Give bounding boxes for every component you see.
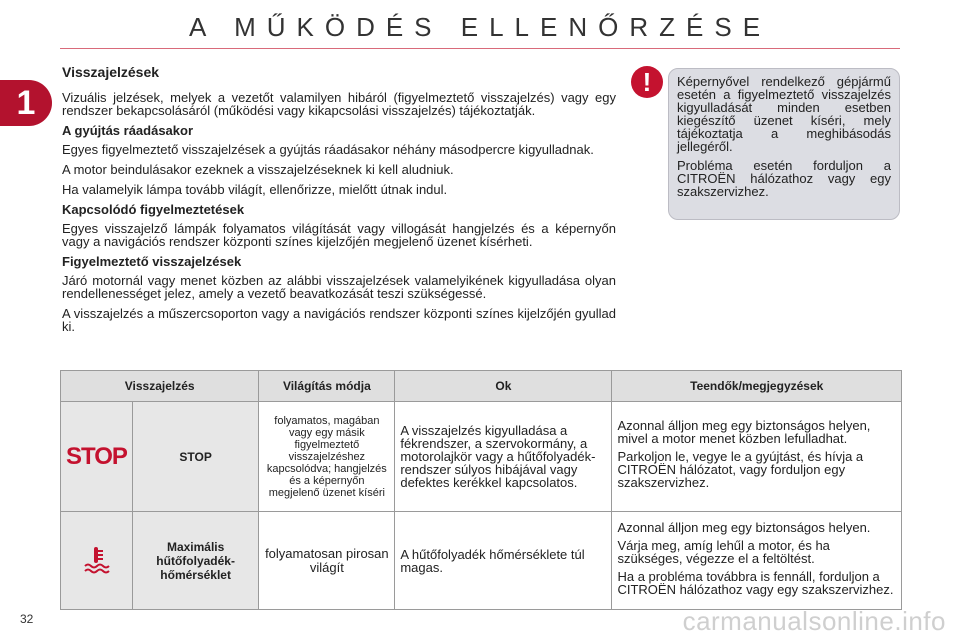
table-row xyxy=(61,402,902,512)
action-text: Azonnal álljon meg egy biztonságos helyen, mivel a motor menet közben lefulladhat. xyxy=(617,418,871,446)
action-text: Azonnal álljon meg egy biztonságos helyen. xyxy=(617,519,871,535)
column-header: Ok xyxy=(395,371,612,402)
subheading-related-warnings: Kapcsolódó figyelmeztetések xyxy=(62,202,245,217)
table-header-row xyxy=(61,371,902,402)
stop-icon-text: STOP xyxy=(66,442,127,470)
paragraph: A motor beindulásakor ezeknek a visszajelzéseknek ki kell aludniuk. xyxy=(62,162,454,177)
watermark: carmanualsonline.info xyxy=(682,606,946,636)
paragraph: A visszajelzés a műszercsoporton vagy a navigációs rendszer központi színes kijelzőjén gyullad ki. xyxy=(62,306,616,334)
paragraph: Egyes visszajelző lámpák folyamatos világítását vagy villogását hangjelzés és a képernyőn vagy a navigációs rendszer központi színes kijelzőjén megjelenő üzenet kísérheti. xyxy=(62,221,616,249)
subheading-ignition: A gyújtás ráadásakor xyxy=(62,123,194,138)
lighting-mode: folyamatosan pirosan világít xyxy=(259,512,395,610)
page-title: A MŰKÖDÉS ELLENŐRZÉSE xyxy=(188,12,772,42)
action-cell xyxy=(612,402,902,512)
column-header: Világítás módja xyxy=(259,371,395,402)
coolant-temperature-icon xyxy=(61,512,133,610)
action-text: Ha a probléma továbbra is fennáll, forduljon a CITROËN hálózathoz vagy egy szakszervizhez. xyxy=(617,568,894,597)
cause-cell: A hűtőfolyadék hőmérséklete túl magas. xyxy=(395,512,612,610)
chapter-tab: 1 xyxy=(0,80,52,126)
subheading-warning-lamps: Figyelmeztető visszajelzések xyxy=(62,254,242,269)
intro-paragraph: Vizuális jelzések, melyek a vezetőt valamilyen hibáról (figyelmeztető visszajelzés) vagy egy rendszer bekapcsolásáról (működési vagy kikapcsolási visszajelzés) tájékoztatják. xyxy=(62,90,616,118)
note-paragraph: Képernyővel rendelkező gépjármű esetén a figyelmeztető visszajelzés kigyulladását minden esetben kiegészítő üzenet kíséri, mely tájékoztatja a meghibásodás jellegéről. xyxy=(677,74,891,154)
note-box xyxy=(668,68,900,220)
paragraph: Egyes figyelmeztető visszajelzések a gyújtás ráadásakor néhány másodpercre kigyulladnak. xyxy=(62,142,594,157)
lighting-mode: folyamatos, magában vagy egy másik figyelmeztető visszajelzéshez kapcsolódva; hangjelzés és a képernyőn megjelenő üzenet kíséri xyxy=(259,402,395,512)
note-paragraph: Probléma esetén forduljon a CITROËN hálózathoz vagy egy szakszervizhez. xyxy=(677,158,891,199)
cause-cell: A visszajelzés kigyulladása a fékrendszer, a szervokormány, a motorolajkör vagy a hűtőfolyadék-rendszer súlyos hibájával vagy defektes kerékkel kapcsolatos. xyxy=(395,402,612,512)
title-divider xyxy=(60,48,900,49)
indicator-table xyxy=(60,370,902,610)
column-header: Teendők/megjegyzések xyxy=(612,371,902,402)
column-header: Visszajelzés xyxy=(61,371,259,402)
section-heading: Visszajelzések xyxy=(62,64,160,80)
action-text: Várja meg, amíg lehűl a motor, és ha szükséges, végezze el a feltöltést. xyxy=(617,537,830,566)
page-number: 32 xyxy=(20,612,34,626)
paragraph: Járó motornál vagy menet közben az alábbi visszajelzések valamelyikének kigyulladása olyan rendellenességet jelez, amely a vezető beavatkozását teszi szükségessé. xyxy=(62,273,616,301)
exclamation-icon: ! xyxy=(631,66,663,98)
indicator-name: STOP xyxy=(132,402,258,512)
main-text xyxy=(62,66,616,340)
action-cell xyxy=(612,512,902,610)
indicator-name: Maximális hűtőfolyadék-hőmérséklet xyxy=(132,512,258,610)
table-row xyxy=(61,512,902,610)
action-text: Parkoljon le, vegye le a gyújtást, és hívja a CITROËN hálózatot, vagy forduljon egy szakszervizhez. xyxy=(617,449,864,490)
stop-icon xyxy=(61,402,133,512)
paragraph: Ha valamelyik lámpa tovább világít, ellenőrizze, mielőtt útnak indul. xyxy=(62,182,448,197)
